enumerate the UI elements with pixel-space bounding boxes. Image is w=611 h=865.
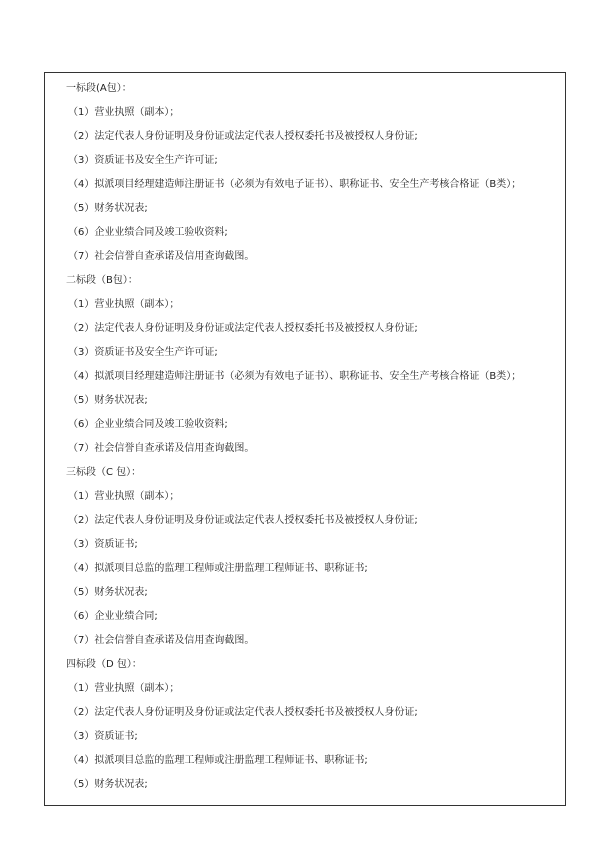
section-heading: 一标段(A包）： <box>66 83 132 94</box>
requirement-item: （3）资质证书及安全生产许可证; <box>68 155 218 166</box>
section-heading: 四标段（D 包）： <box>66 659 142 670</box>
requirement-item: （1）营业执照（副本）； <box>68 683 180 694</box>
requirement-item: （3）资质证书及安全生产许可证; <box>68 347 218 358</box>
requirement-item: （1）营业执照（副本）； <box>68 491 180 502</box>
requirement-item: （6）企业业绩合同及竣工验收资料; <box>68 227 228 238</box>
section-heading: 三标段（C 包）： <box>66 467 142 478</box>
requirement-item: （3）资质证书; <box>68 731 138 742</box>
requirement-item: （1）营业执照（副本）； <box>68 107 180 118</box>
requirement-item: （2）法定代表人身份证明及身份证或法定代表人授权委托书及被授权人身份证; <box>68 323 418 334</box>
requirement-item: （1）营业执照（副本）； <box>68 299 180 310</box>
requirement-item: （4）拟派项目总监的监理工程师或注册监理工程师证书、职称证书; <box>68 563 368 574</box>
requirement-item: （7）社会信誉自查承诺及信用查询截图。 <box>68 635 255 646</box>
section-heading: 二标段（B包）： <box>66 275 138 286</box>
requirement-item: （2）法定代表人身份证明及身份证或法定代表人授权委托书及被授权人身份证; <box>68 515 418 526</box>
requirement-item: （4）拟派项目经理建造师注册证书（必须为有效电子证书）、职称证书、安全生产考核合格证（B类）； <box>68 179 522 190</box>
requirement-item: （6）企业业绩合同; <box>68 611 158 622</box>
requirement-item: （4）拟派项目总监的监理工程师或注册监理工程师证书、职称证书; <box>68 755 368 766</box>
requirement-item: （2）法定代表人身份证明及身份证或法定代表人授权委托书及被授权人身份证; <box>68 707 418 718</box>
requirement-item: （4）拟派项目经理建造师注册证书（必须为有效电子证书）、职称证书、安全生产考核合格证（B类）； <box>68 371 522 382</box>
requirement-item: （5）财务状况表; <box>68 779 148 790</box>
requirement-item: （5）财务状况表; <box>68 395 148 406</box>
document-content <box>66 82 561 802</box>
requirement-item: （3）资质证书; <box>68 539 138 550</box>
requirement-item: （7）社会信誉自查承诺及信用查询截图。 <box>68 443 255 454</box>
requirement-item: （6）企业业绩合同及竣工验收资料; <box>68 419 228 430</box>
requirement-item: （5）财务状况表; <box>68 203 148 214</box>
requirement-item: （2）法定代表人身份证明及身份证或法定代表人授权委托书及被授权人身份证; <box>68 131 418 142</box>
requirement-item: （7）社会信誉自查承诺及信用查询截图。 <box>68 251 255 262</box>
requirement-item: （5）财务状况表; <box>68 587 148 598</box>
